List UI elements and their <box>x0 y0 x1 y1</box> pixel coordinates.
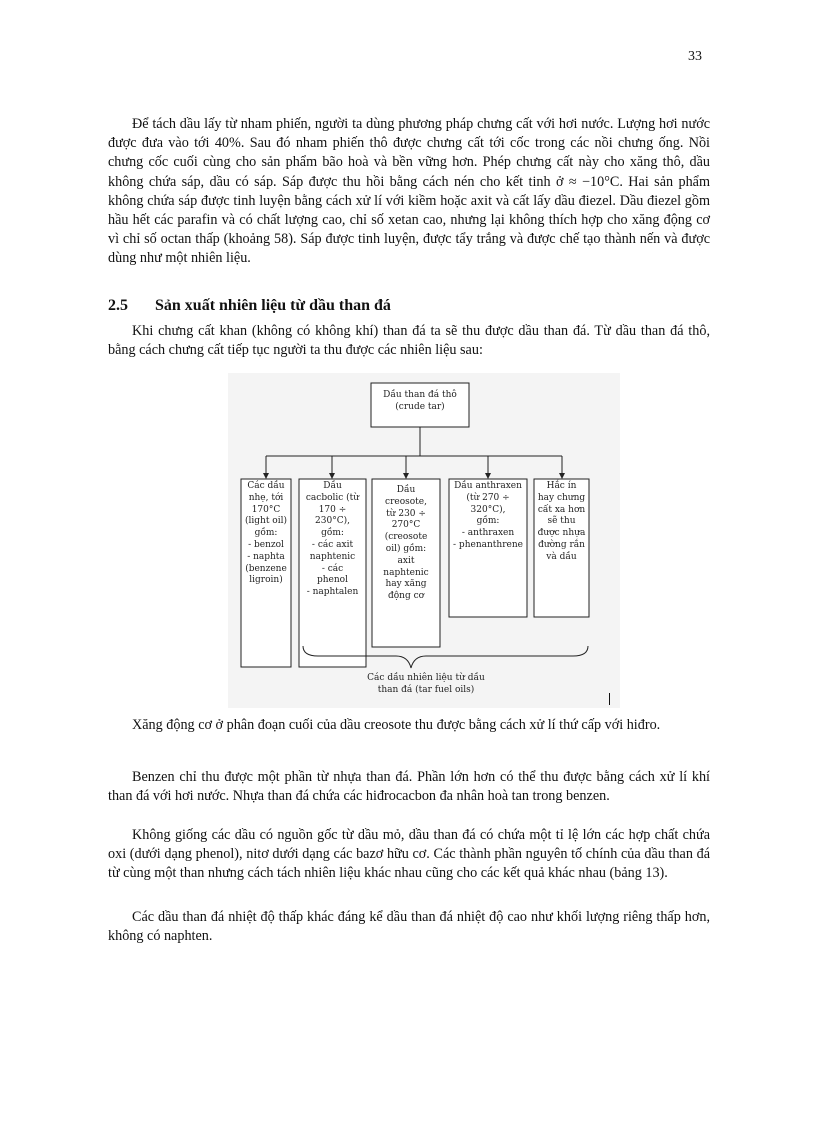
section-title: Sản xuất nhiên liệu từ dầu than đá <box>155 297 391 314</box>
arrow-head <box>485 473 491 479</box>
paragraph-coal-tar-intro: Khi chưng cất khan (không có không khí) than đá ta sẽ thu được dầu than đá. Từ dầu than đá thô, bằng cách chưng cất tiếp tục người ta thu được các nhiên liệu sau: <box>108 323 710 359</box>
arrow-head <box>263 473 269 479</box>
text-cursor-mark <box>609 693 610 705</box>
section-number: 2.5 <box>108 297 128 314</box>
branch-label-pitch: Hắc ín hay chưng cất xa hơn sẽ thu được nhựa đường rắn và dầu <box>537 481 586 562</box>
paragraph-motor-gasoline: Xăng động cơ ở phân đoạn cuối của dầu creosote thu được bằng cách xử lí thứ cấp với hiđro. <box>132 717 661 733</box>
arrow-head <box>559 473 565 479</box>
coal-tar-fractions-diagram <box>228 373 620 708</box>
section-heading <box>108 297 391 315</box>
paragraph-composition: Không giống các dầu có nguồn gốc từ dầu mỏ, dầu than đá có chứa một tỉ lệ lớn các hợp chất chứa oxi (dưới dạng phenol), nitơ dưới dạng các bazơ hữu cơ. Các thành phần nguyên tố chính của dầu than đá từ cùng một than nhưng cách tách nhiên liệu khác nhau cũng cho các kết quả khác nhau (bảng 13). <box>108 827 710 882</box>
paragraph-low-temperature-tar: Các dầu than đá nhiệt độ thấp khác đáng kể dầu than đá nhiệt độ cao như khối lượng riêng thấp hơn, không có naphten. <box>108 909 710 945</box>
paragraph-benzene: Benzen chỉ thu được một phần từ nhựa than đá. Phần lớn hơn có thể thu được bằng cách xử lí khí than đá với hơi nước. Nhựa than đá chứa các hiđrocacbon đa nhân hoà tan trong benzen. <box>108 769 710 805</box>
branch-label-creosote-oil: Dầu creosote, từ 230 ÷ 270°C (creosote oil) gồm: axit naphtenic hay xăng động cơ <box>383 485 429 602</box>
page-number: 33 <box>688 49 702 64</box>
branch-label-anthracene-oil: Dầu anthraxen (từ 270 ÷ 320°C), gồm: - anthraxen - phenanthrene <box>453 481 523 550</box>
arrow-head <box>403 473 409 479</box>
branch-label-light-oil: Các dầu nhẹ, tới 170°C (light oil) gồm: - benzol - naphta (benzene ligroin) <box>245 481 287 586</box>
brace-label: Các dầu nhiên liệu từ dầu than đá (tar fuel oils) <box>367 673 485 695</box>
arrow-head <box>329 473 335 479</box>
paragraph-shale-oil: Để tách dầu lấy từ nham phiến, người ta dùng phương pháp chưng cất với hơi nước. Lượng hơi nước được đưa vào tới 40%. Sau đó nham phiến thô được chưng cất tới cốc trong các nồi chưng ống. Nồi chưng cốc cuối cùng cho sản phẩm bão hoà và bền vững hơn. Phép chưng cất này cho xăng thô, dầu không chứa sáp, dầu có sáp. Sáp được thu hồi bằng cách nén cho kết tinh ở ≈ −10°C. Hai sản phẩm không chứa sáp được tinh luyện bằng cách xử lí với kiềm hoặc axit và cất lấy dầu điezel. Dầu điezel gồm hầu hết các parafin và có chất lượng cao, chỉ số xetan cao, nhưng lại không thích hợp cho xăng động cơ vì chỉ số octan thấp (khoảng 58). Sáp được tinh luyện, được tẩy trắng và được chế tạo thành nến và được dùng như một nhiên liệu. <box>108 116 710 267</box>
root-label: Dầu than đá thô (crude tar) <box>383 390 457 412</box>
branch-label-carbolic-oil: Dầu cacbolic (từ 170 ÷ 230°C), gồm: - các axit naphtenic - các phenol - naphtalen <box>305 481 360 598</box>
